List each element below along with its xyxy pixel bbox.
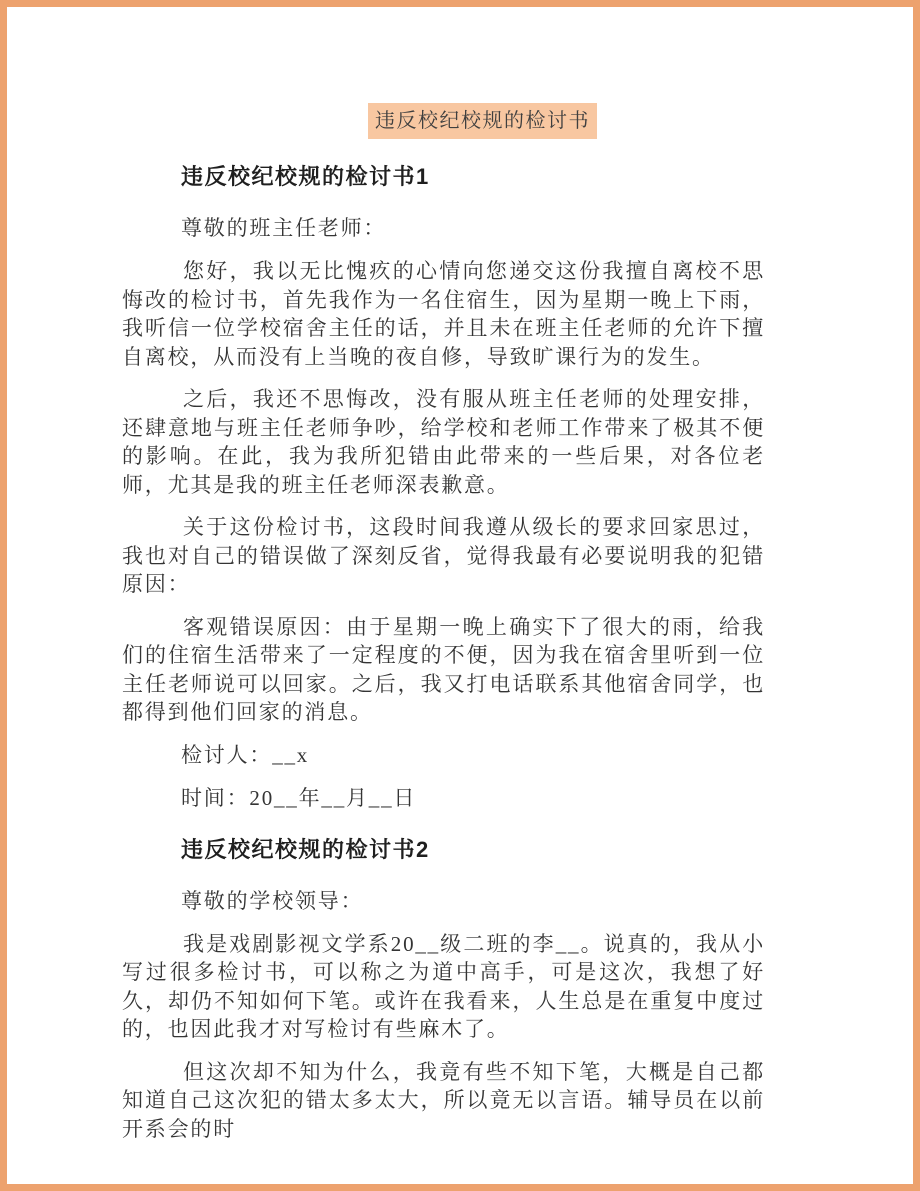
body-paragraph: 但这次却不知为什么，我竟有些不知下笔，大概是自己都知道自己这次犯的错太多太大，所以竟无以言语。辅导员在以前开系会的时 <box>122 1059 765 1141</box>
document-title: 违反校纪校规的检讨书 <box>368 103 597 139</box>
body-paragraph: 关于这份检讨书，这段时间我遵从级长的要求回家思过，我也对自己的错误做了深刻反省，觉得我最有必要说明我的犯错原因： <box>122 515 765 596</box>
signature-line: 检讨人：__x <box>181 742 310 767</box>
salutation-1: 尊敬的班主任老师： <box>181 216 387 240</box>
body-paragraph: 我是戏剧影视文学系20__级二班的李__。说真的，我从小写过很多检讨书，可以称之为道中高手，可是这次，我想了好久，却仍不知如何下笔。或许在我看来，人生总是在重复中度过的，也因此我才对写检讨有些麻木了。 <box>122 931 765 1041</box>
body-paragraph: 客观错误原因：由于星期一晚上确实下了很大的雨，给我们的住宿生活带来了一定程度的不便，因为我在宿舍里听到一位主任老师说可以回家。之后，我又打电话联系其他宿舍同学，也都得到他们回家的消息。 <box>122 614 765 724</box>
date-line: 时间：20__年__月__日 <box>181 785 417 810</box>
body-paragraph: 之后，我还不思悔改，没有服从班主任老师的处理安排，还肆意地与班主任老师争吵，给学校和老师工作带来了极其不便的影响。在此，我为我所犯错由此带来的一些后果，对各位老师，尤其是我的班主任老师深表歉意。 <box>122 387 765 497</box>
section-heading-2: 违反校纪校规的检讨书2 <box>181 836 430 862</box>
section-heading-1: 违反校纪校规的检讨书1 <box>181 164 430 189</box>
salutation-2: 尊敬的学校领导： <box>181 888 364 913</box>
document-title-row <box>122 103 765 140</box>
body-paragraph: 您好，我以无比愧疚的心情向您递交这份我擅自离校不思悔改的检讨书，首先我作为一名住宿生，因为星期一晚上下雨，我听信一位学校宿舍主任的话，并且未在班主任老师的允许下擅自离校，从而没有上当晚的夜自修，导致旷课行为的发生。 <box>122 259 765 369</box>
